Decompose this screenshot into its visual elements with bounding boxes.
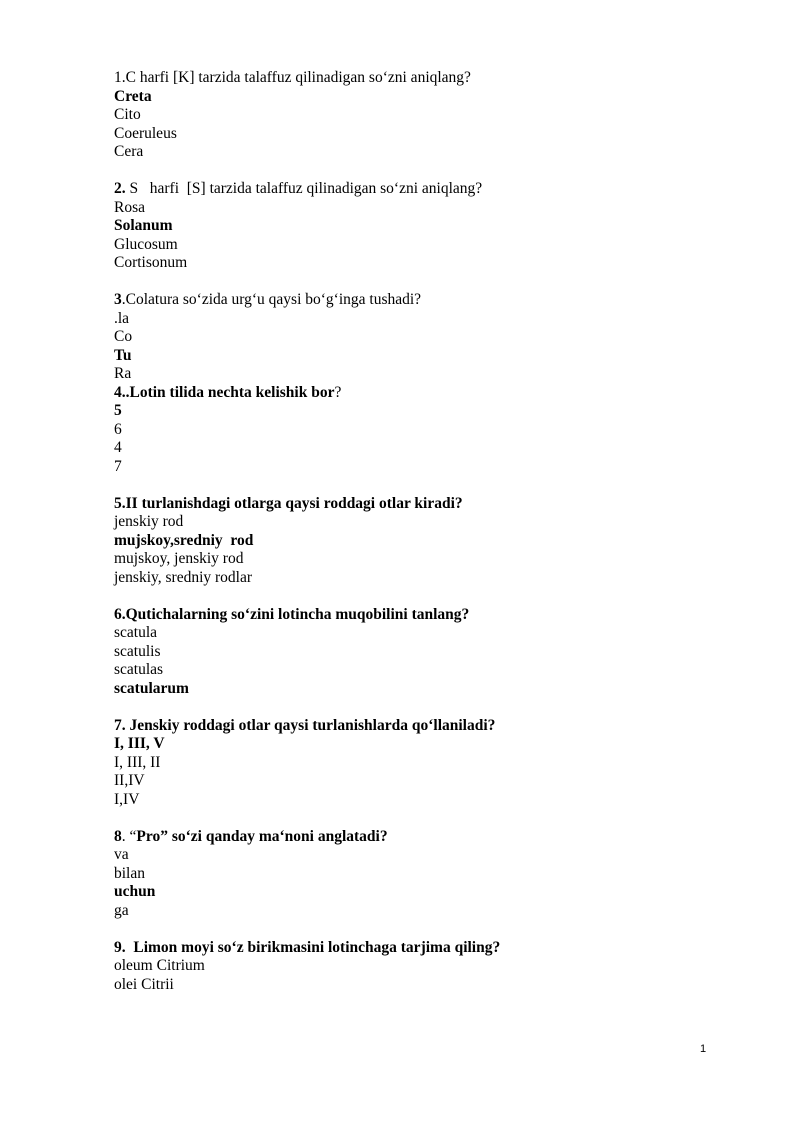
answer-option: 7 [114, 457, 122, 475]
question-8 [114, 828, 754, 921]
answer-option: oleum Citrium [114, 957, 205, 974]
answer-option: Co [114, 328, 133, 345]
answer-option: II,IV [114, 772, 145, 789]
question-6-title [114, 606, 754, 625]
answer-option: 6 [114, 420, 122, 438]
answer-option: scatulis [114, 642, 161, 660]
answer-option: 5 [114, 402, 122, 419]
question-3-text: .Colatura so‘zida urg‘u qaysi bo‘g‘inga tushadi? [121, 291, 422, 308]
answer-option: bilan [114, 864, 145, 882]
answer-option: scatularum [114, 679, 189, 697]
answer-option: I, III, II [114, 753, 161, 771]
question-4-suffix: ? [334, 383, 342, 401]
answer-option: Cortisonum [114, 254, 188, 271]
answer-option: 4 [114, 439, 122, 456]
answer-option: ga [114, 901, 129, 919]
answer-option: Cito [114, 106, 141, 123]
question-9-title [114, 939, 754, 958]
answer-option: Ra [114, 365, 132, 382]
question-1 [114, 69, 754, 162]
question-3 [114, 291, 754, 384]
question-7-number: 7. [114, 716, 126, 734]
question-5 [114, 495, 754, 588]
answer-option: uchun [114, 883, 156, 900]
question-2-number: 2. [114, 180, 126, 197]
answer-option: olei Citrii [114, 975, 174, 993]
question-9-text: Limon moyi so‘z birikmasini lotinchaga tarjima qiling? [125, 938, 501, 956]
answer-option: jenskiy, sredniy rodlar [114, 568, 253, 586]
answer-option: scatulas [114, 661, 164, 678]
page-number: 1 [700, 1043, 707, 1055]
question-4-text: Lotin tilida nechta kelishik bor [129, 383, 335, 401]
answer-option: mujskoy,sredniy rod [114, 531, 254, 549]
document-page [114, 69, 754, 994]
question-7-title [114, 717, 754, 736]
question-6 [114, 606, 754, 699]
question-8-number: 8 [114, 827, 122, 845]
question-5-number: 5. [114, 494, 126, 512]
question-6-text: Qutichalarning so‘zini lotincha muqobilini tanlang? [125, 605, 470, 623]
question-8-text: . “ [121, 827, 137, 845]
answer-option: Creta [114, 87, 152, 105]
answer-option: mujskoy, jenskiy rod [114, 550, 244, 567]
answer-option: Solanum [114, 217, 173, 234]
question-4 [114, 384, 754, 477]
question-5-text: II turlanishdagi otlarga qaysi roddagi otlar kiradi? [125, 494, 463, 512]
question-5-title [114, 495, 754, 514]
answer-option: .la [114, 309, 130, 327]
question-3-title [114, 291, 754, 310]
question-9 [114, 939, 754, 995]
answer-option: va [114, 846, 129, 863]
question-7 [114, 717, 754, 810]
question-4-title [114, 384, 754, 403]
answer-option: Tu [114, 346, 132, 364]
question-1-number: 1. [114, 69, 126, 86]
answer-option: jenskiy rod [114, 513, 184, 530]
answer-option: scatula [114, 624, 158, 641]
answer-option: Coeruleus [114, 124, 177, 142]
question-2-text: S harfi [S] tarzida talaffuz qilinadigan so‘zni aniqlang? [125, 180, 483, 197]
answer-option: I,IV [114, 790, 140, 808]
question-9-number: 9. [114, 938, 126, 956]
answer-option: Cera [114, 143, 144, 160]
question-1-text: C harfi [K] tarzida talaffuz qilinadigan so‘zni aniqlang? [125, 69, 471, 86]
question-8-suffix: Pro” so‘zi qanday ma‘noni anglatadi? [136, 827, 388, 845]
answer-option: Rosa [114, 198, 145, 216]
question-4-number: 4.. [114, 383, 130, 401]
question-8-title [114, 828, 754, 847]
question-1-title [114, 69, 754, 88]
answer-option: I, III, V [114, 735, 165, 752]
question-6-number: 6. [114, 605, 126, 623]
answer-option: Glucosum [114, 235, 178, 253]
question-7-text: Jenskiy roddagi otlar qaysi turlanishlarda qo‘llaniladi? [125, 716, 496, 734]
question-2 [114, 180, 754, 273]
question-2-title [114, 180, 754, 199]
question-3-number: 3 [114, 291, 122, 308]
